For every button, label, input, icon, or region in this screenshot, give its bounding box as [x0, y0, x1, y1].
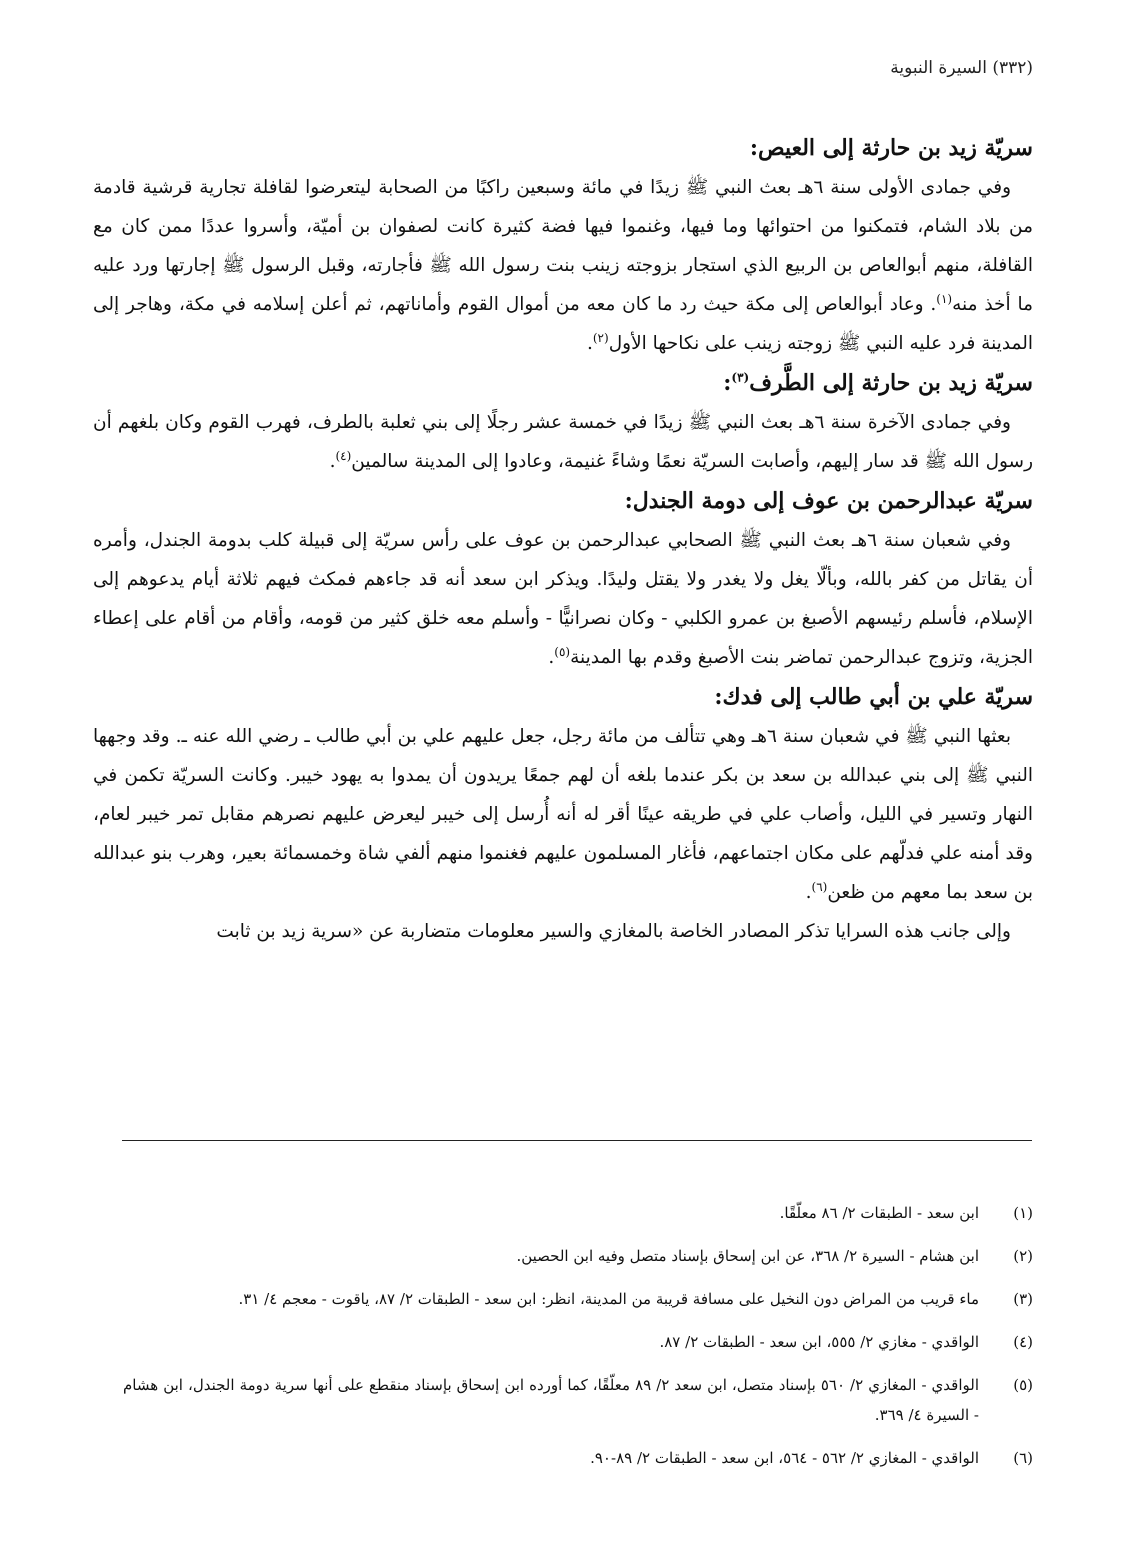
footnote-ref: (٦)	[811, 879, 828, 894]
paragraph-text: .	[586, 333, 593, 354]
footnote-text: ابن هشام - السيرة ٢/ ٣٦٨، عن ابن إسحاق بإسناد متصل وفيه ابن الحصين.	[516, 1247, 979, 1265]
paragraph-text: وفي شعبان سنة ٦هـ بعث النبي ﷺ الصحابي عبدالرحمن بن عوف على رأس سريّة إلى قبيلة كلب بدومة الجندل، وأمره أن يقاتل من كفر بالله، وبألّا يغل ولا يغدر ولا يقتل وليدًا. ويذكر ابن سعد أنه قد جاءهم فمكث فيهم ثلاثة أيام يدعوهم إلى الإسلام، فأسلم رئيسهم الأصبغ بن عمرو الكلبي - وكان نصرانيًّا - وأسلم معه خلق كثير من قومه، وأقام من أقام على إعطاء الجزية، وتزوج عبدالرحمن تماضر بنت الأصبغ وقدم بها المدينة	[93, 530, 1033, 668]
paragraph-text: .	[548, 647, 555, 668]
footnote	[123, 1443, 1033, 1473]
footnote-number: (٦)	[1013, 1449, 1033, 1467]
footnote-text: الواقدي - المغازي ٢/ ٥٦٠ بإسناد متصل، ابن سعد ٢/ ٨٩ معلّقًا، كما أورده ابن إسحاق بإسناد منقطع على أنها سرية دومة الجندل، ابن هشام - السيرة ٤/ ٣٦٩.	[123, 1376, 979, 1424]
footnote-ref: (٣)	[731, 370, 750, 385]
footnote-separator	[122, 1140, 1032, 1141]
footnote	[123, 1327, 1033, 1357]
running-header: (٣٣٢) السيرة النبوية	[890, 58, 1033, 78]
paragraph	[93, 717, 1033, 912]
footnote-text: ماء قريب من المراض دون النخيل على مسافة قريبة من المدينة، انظر: ابن سعد - الطبقات ٢/ ٨٧، ياقوت - معجم ٤/ ٣١.	[238, 1290, 979, 1308]
paragraph	[93, 912, 1033, 951]
footnote	[123, 1284, 1033, 1314]
footnote-ref: (٤)	[335, 448, 352, 463]
section-title-text: سريّة زيد بن حارثة إلى الطَّرف	[749, 370, 1033, 396]
paragraph-text: .	[805, 882, 812, 903]
paragraph-text: وفي جمادى الآخرة سنة ٦هـ بعث النبي ﷺ زيدًا في خمسة عشر رجلًا إلى بني ثعلبة بالطرف، فهرب القوم وكان بلغهم أن رسول الله ﷺ قد سار إليهم، وأصابت السريّة نعمًا وشاءً غنيمة، وعادوا إلى المدينة سالمين	[93, 412, 1033, 472]
paragraph	[93, 168, 1033, 363]
section-title-dumat-al-jandal: سريّة عبدالرحمن بن عوف إلى دومة الجندل:	[624, 488, 1033, 514]
footnote	[123, 1198, 1033, 1228]
footnote	[123, 1241, 1033, 1271]
footnote-number: (١)	[1013, 1204, 1033, 1222]
footnote-text: الواقدي - مغازي ٢/ ٥٥٥، ابن سعد - الطبقات ٢/ ٨٧.	[659, 1333, 979, 1351]
paragraph	[93, 403, 1033, 481]
paragraph-text: .	[329, 451, 336, 472]
body-text	[93, 128, 1033, 951]
footnote-text: ابن سعد - الطبقات ٢/ ٨٦ معلّقًا.	[779, 1204, 979, 1222]
footnote-number: (٣)	[1013, 1290, 1033, 1308]
footnote-number: (٥)	[1013, 1376, 1033, 1394]
paragraph-text: بعثها النبي ﷺ في شعبان سنة ٦هـ وهي تتألف من مائة رجل، جعل عليهم علي بن أبي طالب ـ رضي الله عنه ـ. وقد وجهها النبي ﷺ إلى بني عبدالله بن سعد بن بكر عندما بلغه أن لهم جمعًا يريدون أن يمدوا به يهود خيبر. وكانت السريّة تكمن في النهار وتسير في الليل، وأصاب علي في طريقه عينًا أقر له أنه أُرسل إلى خيبر ليعرض عليهم نصرهم مقابل تمر خيبر لعام، وقد أمنه علي فدلّهم على مكان اجتماعهم، فأغار المسلمون عليهم فغنموا منهم ألفي شاة وخمسمائة بعير، وهرب بنو عبدالله بن سعد بما معهم من ظعن	[93, 726, 1033, 903]
section-title-colon: :	[723, 370, 732, 396]
section-title-al-ees: سريّة زيد بن حارثة إلى العيص:	[749, 135, 1033, 161]
paragraph-text: وإلى جانب هذه السرايا تذكر المصادر الخاصة بالمغازي والسير معلومات متضاربة عن «سرية زيد بن ثابت	[216, 921, 1011, 942]
footnote-ref: (٢)	[592, 330, 609, 345]
footnote-ref: (٥)	[554, 644, 571, 659]
paragraph-text: وفي جمادى الأولى سنة ٦هـ بعث النبي ﷺ زيدًا في مائة وسبعين راكبًا من الصحابة ليتعرضوا لقافلة تجارية قرشية قادمة من بلاد الشام، فتمكنوا من احتوائها وما فيها، وغنموا فيها فضة كثيرة كانت لصفوان بن أميّة، وأسروا عددًا ممن كان مع القافلة، منهم أبوالعاص بن الربيع الذي استجار بزوجته زينب بنت رسول الله ﷺ فأجارته، وقبل الرسول ﷺ إجارتها ورد عليه ما أخذ منه	[93, 177, 1033, 315]
footnote-number: (٢)	[1013, 1247, 1033, 1265]
footnotes	[123, 1198, 1033, 1486]
footnote-number: (٤)	[1013, 1333, 1033, 1351]
footnote-ref: (١)	[936, 291, 953, 306]
paragraph-text: . وعاد أبوالعاص إلى مكة حيث رد ما كان معه من أموال القوم وأماناتهم، ثم أعلن إسلامه في مكة، وهاجر إلى المدينة فرد عليه النبي ﷺ زوجته زينب على نكاحها الأول	[93, 294, 1033, 354]
section-title-al-taraf	[93, 363, 1033, 403]
section-title-fadak: سريّة علي بن أبي طالب إلى فدك:	[714, 684, 1033, 710]
footnote	[123, 1370, 1033, 1430]
footnote-text: الواقدي - المغازي ٢/ ٥٦٢ - ٥٦٤، ابن سعد - الطبقات ٢/ ٨٩-٩٠.	[590, 1449, 979, 1467]
paragraph	[93, 521, 1033, 677]
